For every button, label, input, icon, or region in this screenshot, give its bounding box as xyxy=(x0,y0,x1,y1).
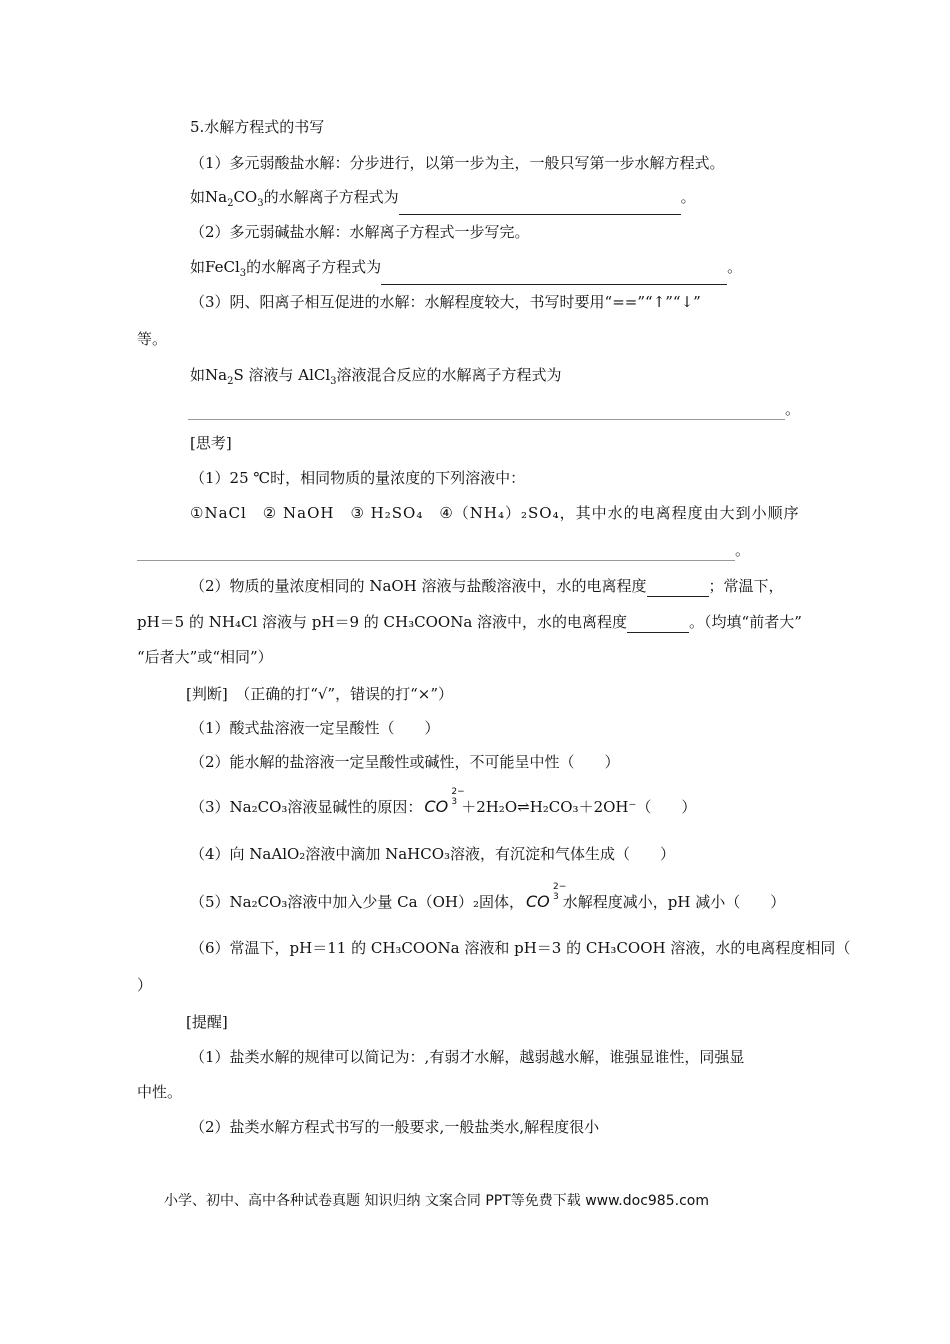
remind-label: [提醒] xyxy=(186,1013,228,1031)
judge-item-1: （1）酸式盐溶液一定呈酸性（ ） xyxy=(190,719,440,737)
item3-example: 如$Na_2S$ 溶液与 AlCl$_3$溶液混合反应的水解离子方程式为 xyxy=(190,366,562,387)
answer-blank[interactable] xyxy=(647,580,709,597)
think-label: [思考] xyxy=(190,434,232,452)
think-q1-answer-line: 。 xyxy=(137,539,750,561)
think-q1-list: ①NaCl ② NaOH ③ H₂SO₄ ④（NH₄）₂SO₄，其中水的电离程度由大到小顺序 xyxy=(190,504,800,522)
remind-item-2: （2）盐类水解方程式书写的一般要求,一般盐类水,解程度很小 xyxy=(190,1118,600,1136)
section-title: 5.水解方程式的书写 xyxy=(190,118,325,136)
item1-example: 如$Na_2CO_3$的水解离子方程式为 。 xyxy=(190,186,696,215)
think-q2-line1: （2）物质的量浓度相同的 NaOH 溶液与盐酸溶液中，水的电离程度 ；常温下， xyxy=(190,577,784,595)
answer-blank[interactable] xyxy=(137,544,735,561)
carbonate-ion-formula: CO 2− 3 xyxy=(526,882,567,911)
judge-item-4: （4）向 NaAlO₂溶液中滴加 NaHCO₃溶液，有沉淀和气体生成（ ） xyxy=(190,845,676,863)
answer-blank[interactable] xyxy=(188,403,785,420)
item3-text-cont: 等。 xyxy=(137,330,168,348)
item3-text: （3）阴、阳离子相互促进的水解：水解程度较大，书写时要用“==”“↑”“↓” xyxy=(190,293,701,311)
answer-blank[interactable] xyxy=(381,268,727,285)
remind-item-1-cont: 中性。 xyxy=(137,1083,183,1101)
think-q2-line2: pH＝5 的 NH₄Cl 溶液与 pH＝9 的 CH₃COONa 溶液中，水的电离程度 。（均填“前者大” xyxy=(137,613,802,631)
answer-blank[interactable] xyxy=(627,616,689,633)
judge-item-2: （2）能水解的盐溶液一定呈酸性或碱性，不可能呈中性（ ） xyxy=(190,753,620,771)
page-footer: 小学、初中、高中各种试卷真题 知识归纳 文案合同 PPT等免费下载 www.doc985.com xyxy=(164,1193,709,1209)
judge-item-3: （3）Na₂CO₃溶液显碱性的原因： CO 2− 3 ＋2H₂O⇌H₂CO₃＋2OH⁻（ ） xyxy=(190,787,697,816)
item2-example: 如FeCl$_3$的水解离子方程式为 。 xyxy=(190,256,742,285)
carbonate-ion-formula: CO 2− 3 xyxy=(424,787,465,816)
judge-item-6: （6）常温下，pH＝11 的 CH₃COONa 溶液和 pH＝3 的 CH₃COOH 溶液，水的电离程度相同（ xyxy=(190,939,851,957)
remind-item-1: （1）盐类水解的规律可以简记为：,有弱才水解，越弱越水解，谁强显谁性，同强显 xyxy=(190,1048,745,1066)
think-q2-line3: “后者大”或“相同”） xyxy=(137,648,273,666)
judge-item-6-end: ） xyxy=(137,976,153,994)
answer-blank[interactable] xyxy=(399,198,681,215)
think-q1: （1）25 ℃时，相同物质的量浓度的下列溶液中： xyxy=(190,469,526,487)
item1-text: （1）多元弱酸盐水解：分步进行，以第一步为主，一般只写第一步水解方程式。 xyxy=(190,154,725,172)
judge-label: [判断] （正确的打“√”，错误的打“×”） xyxy=(186,685,454,703)
item3-answer-line: 。 xyxy=(188,398,800,420)
item2-text: （2）多元弱碱盐水解：水解离子方程式一步写完。 xyxy=(190,223,530,241)
judge-item-5: （5）Na₂CO₃溶液中加入少量 Ca（OH）₂固体， CO 2− 3 水解程度减小，pH 减小（ ） xyxy=(190,882,786,911)
